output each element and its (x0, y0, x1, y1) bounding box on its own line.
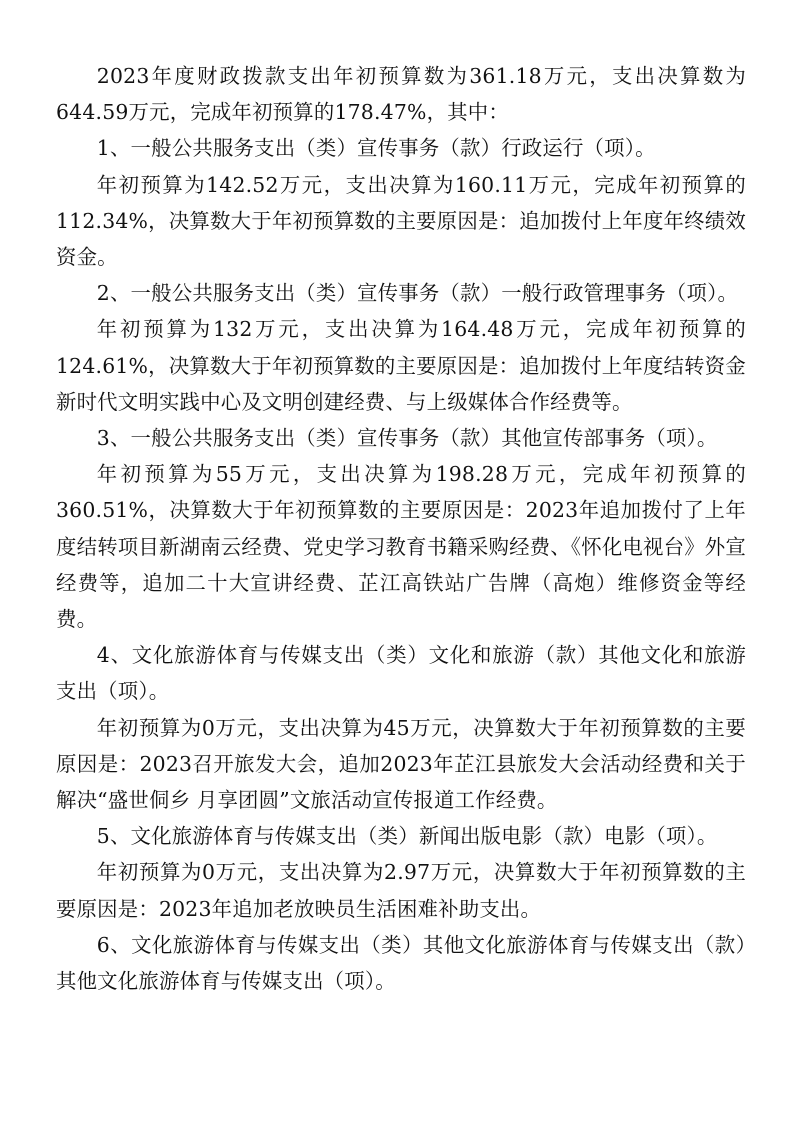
paragraph-item-6-heading: 6、文化旅游体育与传媒支出（类）其他文化旅游体育与传媒支出（款）其他文化旅游体育与传媒支出（项）。 (56, 932, 746, 994)
paragraph-item-5-detail: 年初预算为0万元，支出决算为2.97万元，决算数大于年初预算数的主要原因是：2023年追加老放映员生活困难补助支出。 (56, 860, 746, 921)
paragraph-item-5-heading: 5、文化旅游体育与传媒支出（类）新闻出版电影（款）电影（项）。 (96, 824, 718, 849)
paragraph-item-3-detail: 年初预算为55万元，支出决算为198.28万元，完成年初预算的360.51%，决算数大于年初预算数的主要原因是：2023年追加拨付了上年度结转项目新湖南云经费、党史学习教育书籍采购经费、《怀化电视台》外宣经费等，追加二十大宣讲经费、芷江高铁站广告牌（高炮）维修资金等经费。 (56, 462, 746, 632)
paragraph-budget-summary: 2023年度财政拨款支出年初预算数为361.18万元，支出决算数为644.59万元，完成年初预算的178.47%，其中： (56, 64, 746, 125)
paragraph-item-4-detail: 年初预算为0万元，支出决算为45万元，决算数大于年初预算数的主要原因是：2023召开旅发大会，追加2023年芷江县旅发大会活动经费和关于解决“盛世侗乡 月享团圆”文旅活动宣传报道工作经费。 (56, 715, 746, 813)
paragraph-item-1-detail: 年初预算为142.52万元，支出决算为160.11万元，完成年初预算的112.34%，决算数大于年初预算数的主要原因是：追加拨付上年度年终绩效资金。 (56, 172, 746, 270)
paragraph-item-4-heading: 4、文化旅游体育与传媒支出（类）文化和旅游（款）其他文化和旅游支出（项）。 (56, 643, 746, 704)
paragraph-item-2-heading: 2、一般公共服务支出（类）宣传事务（款）一般行政管理事务（项）。 (96, 281, 739, 306)
document-page (56, 58, 746, 999)
paragraph-item-2-detail: 年初预算为132万元，支出决算为164.48万元，完成年初预算的124.61%，决算数大于年初预算数的主要原因是：追加拨付上年度结转资金新时代文明实践中心及文明创建经费、与上级媒体合作经费等。 (56, 317, 746, 414)
paragraph-item-1-heading: 1、一般公共服务支出（类）宣传事务（款）行政运行（项）。 (96, 136, 656, 161)
paragraph-item-3-heading: 3、一般公共服务支出（类）宣传事务（款）其他宣传部事务（项）。 (96, 426, 718, 451)
